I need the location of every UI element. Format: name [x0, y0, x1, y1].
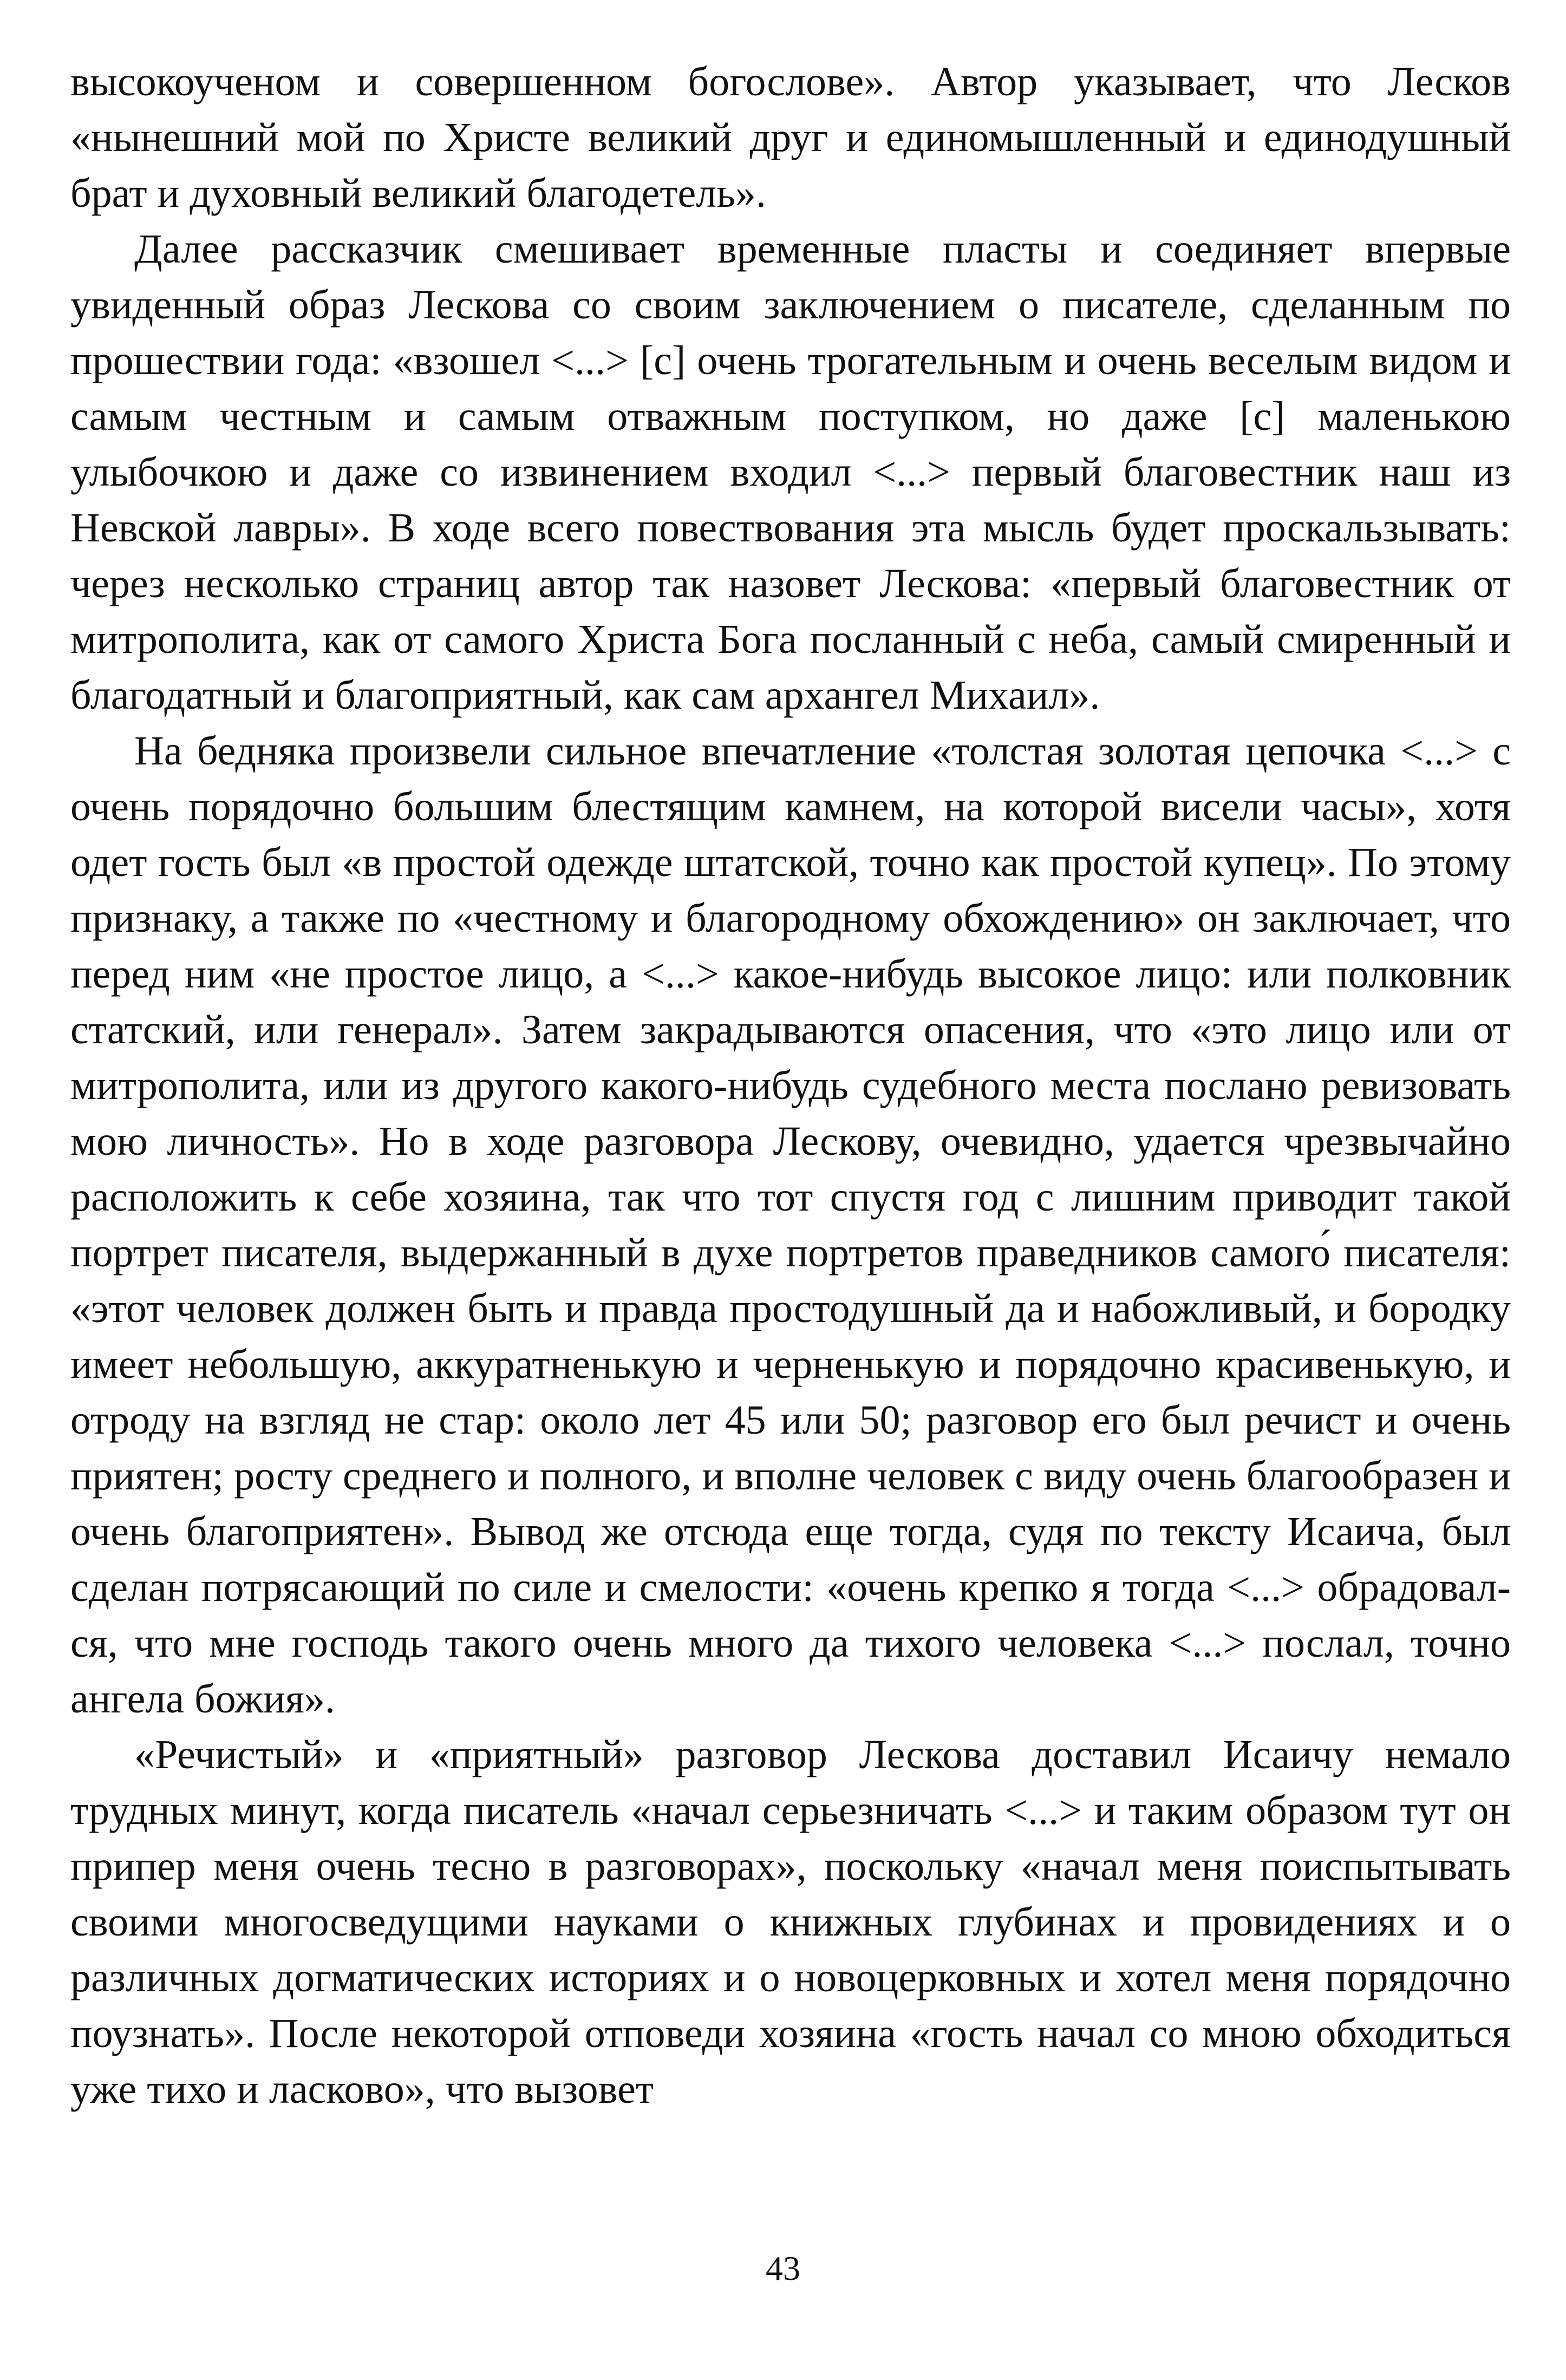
- page-number: 43: [766, 2249, 800, 2287]
- body-text: [70, 54, 1511, 2117]
- paragraph: Далее рассказчик смешивает временные пласты и соединяет впервые увиденный образ Лескова со своим заключением о писателе, сделанным по прошествии года: «взошел <...> [с] очень трогательным и очень веселым видом и самым честным и самым отважным поступком, но даже [с] маленькою улыбочкою и даже со извинением входил <...> первый благовестник наш из Невской лавры». В ходе всего повествования эта мысль будет проскальзывать: через несколько страниц автор так назовет Лескова: «первый благовестник от митрополита, как от самого Христа Бога посланный с неба, самый смиренный и благодатный и благоприятный, как сам архангел Михаил».: [70, 226, 1511, 718]
- paragraph: На бедняка произвели сильное впечатление «толстая золотая цепочка <...> с очень порядочно большим блестящим камнем, на которой висели часы», хотя одет гость был «в простой одежде штатской, точно как простой купец». По этому признаку, а также по «честному и благородному обхождению» он заключает, что перед ним «не простое лицо, а <...> какое-нибудь высокое лицо: или полковник статский, или генерал». Затем закрадываются опасения, что «это лицо или от митрополита, или из другого какого-нибудь судебного места послано ревизовать мою личность». Но в ходе разговора Лескову, очевидно, удается чрезвычайно расположить к себе хозяина, так что тот спустя год с лишним приводит такой портрет писателя, выдержанный в духе портретов праведников самого́ писателя: «этот человек должен быть и правда простодушный да и набожливый, и бородку имеет небольшую, аккуратненькую и черненькую и порядочно красивенькую, и отроду на взгляд не стар: около лет 45 или 50; разговор его был речист и очень приятен; росту среднего и полного, и вполне человек с виду очень благообразен и очень благоприятен». Вывод же отсюда еще тогда, судя по тексту Исаича, был сделан потрясающий по силе и смелости: «очень крепко я тогда <...> обрадовался, что мне господь такого очень много да тихого человека <...> послал, точно ангела божия».: [70, 728, 1511, 1722]
- paragraph-continuation: высокоученом и совершенном богослове». Автор указывает, что Лесков «нынешний мой по Христе великий друг и единомышленный и единодушный брат и духовный великий благодетель».: [70, 59, 1511, 216]
- paragraph: «Речистый» и «приятный» разговор Лескова доставил Исаичу немало трудных минут, когда писатель «начал серьезничать <...> и таким образом тут он припер меня очень тесно в разговорах», поскольку «начал меня поиспытывать своими многосведущими науками о книжных глубинах и провидениях и о различных догматических историях и о новоцерковных и хотел меня порядочно поузнать». После некоторой отповеди хозяина «гость начал со мною обходиться уже тихо и ласково», что вызовет: [70, 1732, 1511, 2112]
